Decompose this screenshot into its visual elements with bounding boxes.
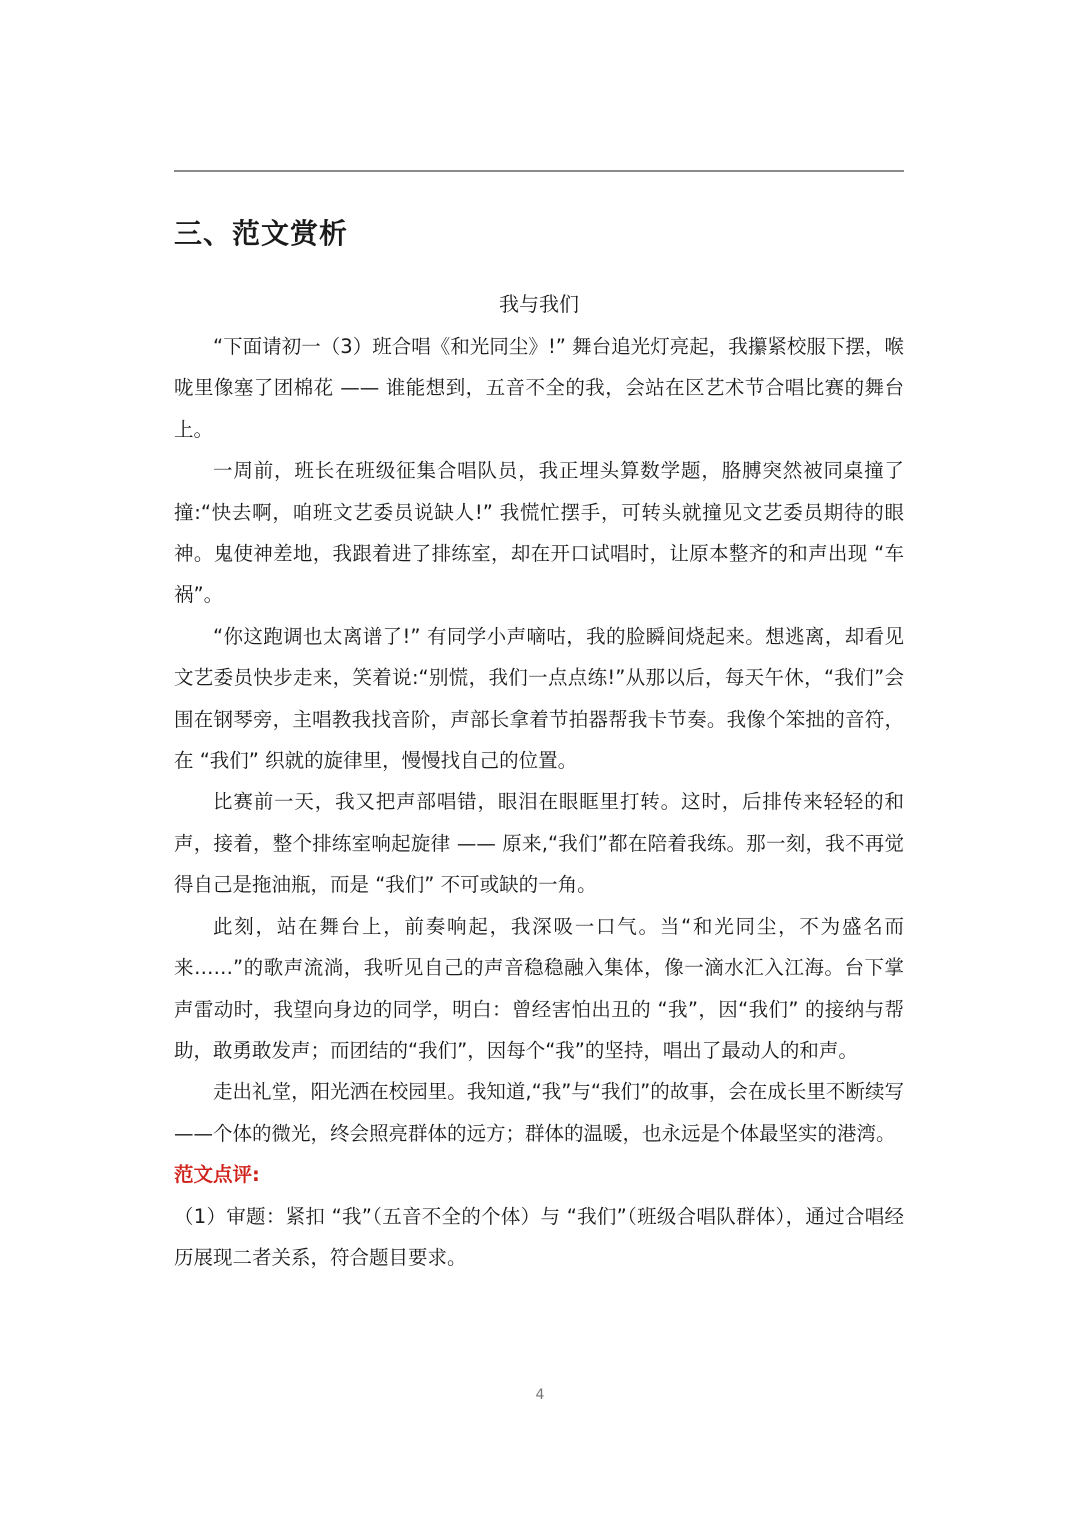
essay-paragraph: “你这跑调也太离谱了!” 有同学小声嘀咕，我的脸瞬间烧起来。想逃离，却看见文艺委员快步走来，笑着说:“别慌，我们一点点练!”从那以后，每天午休，“我们”会围在钢琴旁，主唱教我找音阶，声部长拿着节拍器帮我卡节奏。我像个笨拙的音符，在 “我们” 织就的旋律里，慢慢找自己的位置。 bbox=[174, 624, 904, 773]
page-number: 4 bbox=[535, 1387, 545, 1403]
essay-paragraph: 走出礼堂，阳光洒在校园里。我知道,“我”与“我们”的故事，会在成长里不断续写——个体的微光，终会照亮群体的远方；群体的温暖，也永远是个体最坚实的港湾。 bbox=[174, 1080, 904, 1145]
essay-paragraph: “下面请初一（3）班合唱《和光同尘》!” 舞台追光灯亮起，我攥紧校服下摆，喉咙里像塞了团棉花 —— 谁能想到，五音不全的我，会站在区艺术节合唱比赛的舞台上。 bbox=[174, 335, 904, 441]
essay-paragraph: 一周前，班长在班级征集合唱队员，我正埋头算数学题，胳膊突然被同桌撞了撞:“快去啊，咱班文艺委员说缺人!” 我慌忙摆手，可转头就撞见文艺委员期待的眼神。鬼使神差地，我跟着进了排练室，却在开口试唱时，让原本整齐的和声出现 “车祸”。 bbox=[174, 459, 904, 607]
essay-paragraph: 此刻，站在舞台上，前奏响起，我深吸一口气。当“和光同尘，不为盛名而来……”的歌声流淌，我听见自己的声音稳稳融入集体，像一滴水汇入江海。台下掌声雷动时，我望向身边的同学，明白：曾经害怕出丑的 “我”，因“我们” 的接纳与帮助，敢勇敢发声；而团结的“我们”，因每个“我”的坚持，唱出了最动人的和声。 bbox=[174, 914, 904, 1062]
comment-item: （1）审题：紧扣 “我”（五音不全的个体）与 “我们”（班级合唱队群体），通过合唱经历展现二者关系，符合题目要求。 bbox=[174, 1204, 904, 1269]
essay-paragraph: 比赛前一天，我又把声部唱错，眼泪在眼眶里打转。这时，后排传来轻轻的和声，接着，整个排练室响起旋律 —— 原来,“我们”都在陪着我练。那一刻，我不再觉得自己是拖油瓶，而是 “我们” 不可或缺的一角。 bbox=[174, 790, 904, 897]
essay-title: 我与我们 bbox=[499, 292, 579, 316]
comment-heading: 范文点评: bbox=[174, 1163, 260, 1187]
section-heading: 三、范文赏析 bbox=[174, 217, 349, 250]
essay-body bbox=[174, 326, 904, 1278]
top-divider bbox=[174, 170, 904, 172]
